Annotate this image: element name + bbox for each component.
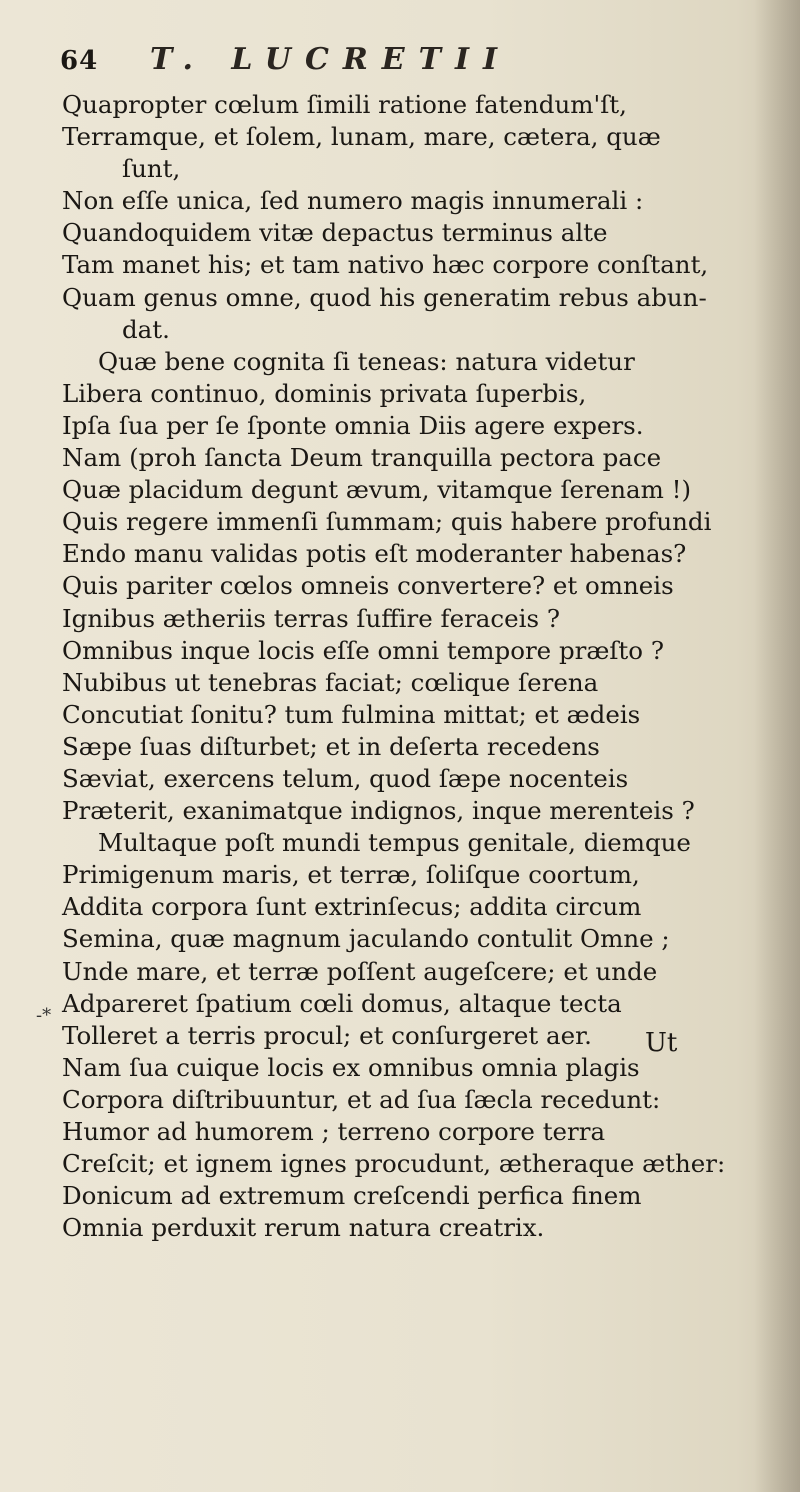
verse-line: Omnibus inque locis eſſe omni tempore præſto ? <box>62 635 664 665</box>
verse-line: Endo manu validas potis eſt moderanter habenas? <box>62 539 687 569</box>
catchword: Ut <box>645 1028 678 1058</box>
verse-line: Præterit, exanimatque indignos, inque merenteis ? <box>62 796 695 826</box>
verse-line: Sæviat, exercens telum, quod ſæpe nocenteis <box>62 763 629 793</box>
page-number: 64 <box>60 46 99 76</box>
verse-line: Semina, quæ magnum jaculando contulit Omne ; <box>62 924 670 954</box>
verse-line: Ipſa ſua per ſe ſponte omnia Diis agere expers. <box>62 410 644 440</box>
verse-line: Adpareret ſpatium cœli domus, altaque tecta <box>62 988 622 1018</box>
verse-line: Primigenum maris, et terræ, ſoliſque coortum, <box>62 860 640 890</box>
verse-line: Quæ placidum degunt ævum, vitamque ſerenam !) <box>62 475 692 505</box>
running-head: T. LUCRETII <box>150 42 512 77</box>
verse-line: Quapropter cœlum ſimili ratione fatendum'ſt, <box>62 90 627 119</box>
verse-line: Terramque, et ſolem, lunam, mare, cætera, quæ <box>62 122 661 152</box>
margin-mark: -* <box>36 1005 52 1026</box>
verse-line: ſunt, <box>122 154 181 184</box>
verse-text <box>62 89 762 1244</box>
verse-line: Nam ſua cuique locis ex omnibus omnia plagis <box>62 1052 640 1082</box>
verse-line: dat. <box>122 314 170 344</box>
verse-line: Humor ad humorem ; terreno corpore terra <box>62 1117 606 1146</box>
verse-line: Corpora diſtribuuntur, et ad ſua ſæcla recedunt: <box>62 1084 661 1114</box>
page-header <box>60 42 580 86</box>
verse-line: Quam genus omne, quod his generatim rebus abun- <box>62 282 707 312</box>
verse-line: Concutiat ſonitu? tum fulmina mittat; et ædeis <box>62 699 641 729</box>
verse-line: Quandoquidem vitæ depactus terminus alte <box>62 218 608 248</box>
verse-line: Non eſſe unica, ſed numero magis innumerali : <box>62 186 644 216</box>
verse-line: Quis regere immenſi ſummam; quis habere profundi <box>62 507 712 537</box>
verse-line: Multaque poſt mundi tempus genitale, diemque <box>98 828 691 858</box>
verse-line: Unde mare, et terræ poſſent augeſcere; et unde <box>62 956 658 986</box>
verse-line: Nubibus ut tenebras faciat; cœlique ſerena <box>62 667 599 697</box>
verse-line: Tam manet his; et tam nativo hæc corpore conſtant, <box>62 250 709 280</box>
verse-line: Nam (proh ſancta Deum tranquilla pectora pace <box>62 443 662 473</box>
verse-line: Addita corpora ſunt extrinſecus; addita circum <box>62 892 642 922</box>
verse-line: Donicum ad extremum creſcendi perfica finem <box>62 1181 642 1211</box>
verse-line: Sæpe ſuas diſturbet; et in deſerta recedens <box>62 731 600 761</box>
verse-line: Quæ bene cognita ſi teneas: natura videtur <box>98 346 635 376</box>
verse-line: Quis pariter cœlos omneis convertere? et omneis <box>62 571 674 601</box>
verse-line: Creſcit; et ignem ignes procudunt, ætheraque æther: <box>62 1149 726 1179</box>
verse-line: Tolleret a terris procul; et conſurgeret aer. <box>62 1020 592 1050</box>
verse-line: Omnia perduxit rerum natura creatrix. <box>62 1213 545 1243</box>
verse-line: Libera continuo, dominis privata ſuperbis, <box>62 378 587 408</box>
verse-line: Ignibus ætheriis terras ſuffire feraceis ? <box>62 603 560 633</box>
